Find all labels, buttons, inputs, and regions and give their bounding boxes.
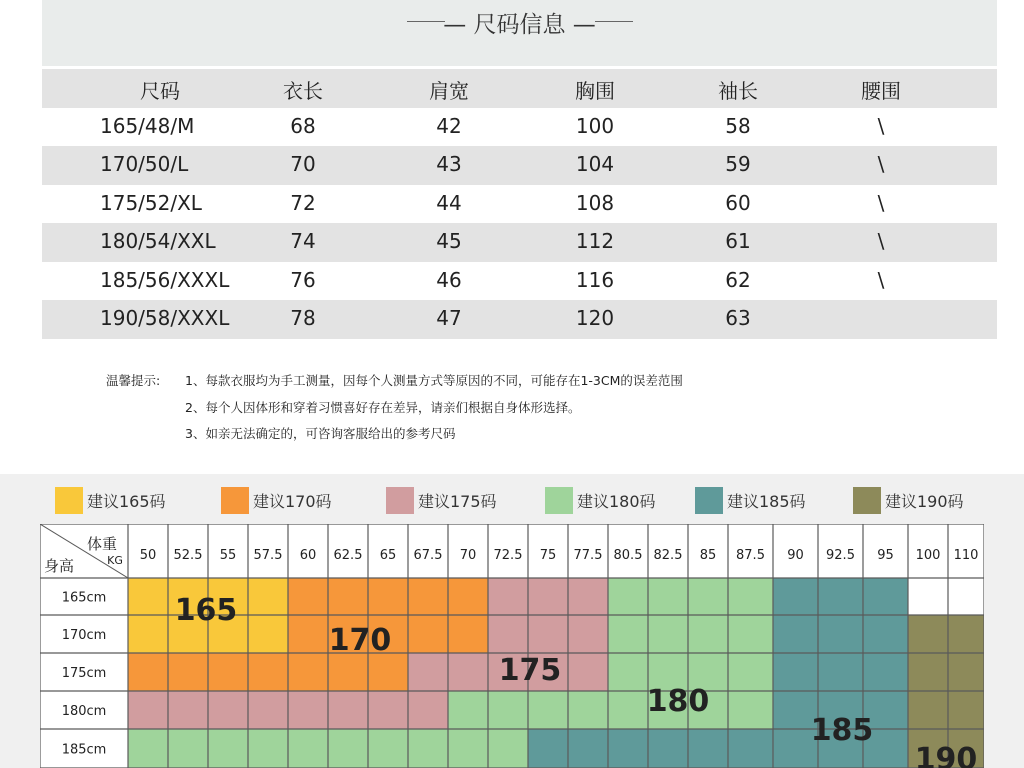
size-table-cell: 46 [436,267,462,292]
size-table-row [42,185,997,224]
weight-tick-label: 85 [699,548,717,563]
tips-label: 温馨提示: [106,373,161,388]
weight-tick-label: 77.5 [573,548,603,563]
corner-weight-label: 体重 [86,535,118,553]
legend-item [386,486,497,514]
chart-cell [248,691,288,729]
size-chart-grid [40,524,984,768]
chart-cell [488,578,528,615]
size-table-cell: 175/52/XL [100,190,202,215]
weight-tick-label: 70 [459,548,477,563]
size-table-cell: 68 [290,113,316,138]
chart-cell [908,578,948,615]
size-table-cell: 61 [725,229,751,253]
chart-cell [818,578,863,615]
chart-cell [488,691,528,729]
chart-cell [248,653,288,691]
section-header [42,0,997,66]
chart-cell [688,578,728,615]
weight-tick-label: 100 [915,548,941,563]
chart-cell [568,615,608,653]
weight-tick-label: 82.5 [653,548,683,563]
chart-cell [288,691,328,729]
weight-tick-label: 55 [219,548,237,563]
size-table-cell: 72 [290,190,316,215]
size-table-cell: 78 [290,306,316,330]
chart-cell [128,615,168,653]
size-table-cell: 58 [725,113,751,138]
legend-item [55,486,166,514]
chart-cell [648,578,688,615]
size-table-cell: 59 [725,152,751,176]
weight-tick-label: 65 [379,548,397,563]
chart-cell [128,729,168,768]
legend-label: 建议165码 [87,491,166,511]
size-table-cell: \ [877,190,885,215]
chart-cell [488,615,528,653]
legend-swatch [695,487,723,514]
chart-cell [448,653,488,691]
chart-cell [608,578,648,615]
chart-cell [608,615,648,653]
region-label: 175 [498,653,562,688]
weight-tick-label: 95 [877,548,894,563]
weight-tick-label: 60 [299,548,317,563]
legend-item [695,486,806,514]
chart-cell [948,615,984,653]
size-table-cell: 108 [575,190,615,215]
weight-tick-label: 110 [953,548,979,563]
chart-cell [528,729,568,768]
legend-label: 建议170码 [253,491,332,511]
chart-cell [448,615,488,653]
chart-cell [728,615,773,653]
chart-cell [728,653,773,691]
title-right-rule [595,21,633,22]
size-table-row [42,108,997,147]
size-table-row [42,262,997,301]
size-table-cell: \ [877,229,885,253]
region-label: 185 [810,713,874,748]
chart-cell [908,615,948,653]
chart-cell [488,729,528,768]
chart-cell [368,578,408,615]
tips-line-1: 1、每款衣服均为手工测量，因每个人测量方式等原因的不同，可能存在1-3CM的误差范围 [185,373,683,388]
chart-cell [773,615,818,653]
size-table-cell: 116 [575,267,615,292]
size-table-cell: 165/48/M [100,113,195,138]
size-table-cell: \ [877,113,885,138]
chart-cell [168,729,208,768]
size-table-cell: 120 [575,306,615,330]
chart-cell [728,578,773,615]
chart-cell [208,729,248,768]
chart-cell [408,615,448,653]
size-table-cell: 43 [436,152,462,176]
chart-cell [568,578,608,615]
chart-cell [688,615,728,653]
chart-cell [368,691,408,729]
chart-cell [328,578,368,615]
size-table-header-cell: 衣长 [283,79,323,103]
size-table-header-cell: 胸围 [575,79,615,103]
region-label: 190 [914,742,978,768]
legend-swatch [545,487,573,514]
weight-tick-label: 87.5 [736,548,765,563]
height-tick-label: 180cm [61,704,107,719]
height-tick-label: 185cm [61,742,107,758]
chart-cell [608,653,648,691]
size-table-row [42,300,997,339]
weight-tick-label: 92.5 [826,548,855,563]
section-title: — 尺码信息 — [443,12,596,38]
chart-cell [368,653,408,691]
chart-cell [408,691,448,729]
chart-cell [863,653,908,691]
chart-cell [528,615,568,653]
size-table-cell: 47 [436,306,462,330]
size-table-row [42,223,997,262]
chart-cell [168,691,208,729]
size-table-cell: 104 [575,152,615,176]
chart-cell [648,615,688,653]
size-table-cell: \ [877,152,885,176]
chart-cell [728,691,773,729]
chart-cell [863,615,908,653]
tips-line-3: 3、如亲无法确定的，可咨询客服给出的参考尺码 [185,426,456,441]
chart-cell [688,729,728,768]
chart-cell [528,578,568,615]
weight-tick-label: 67.5 [413,548,443,563]
chart-cell [648,729,688,768]
size-table-cell: \ [877,267,885,292]
weight-tick-label: 75 [539,548,557,563]
size-table-cell: 100 [575,113,615,138]
height-tick-label: 170cm [61,628,107,643]
size-table-cell: 190/58/XXXL [100,306,230,330]
chart-cell [948,653,984,691]
chart-cell [328,691,368,729]
weight-tick-label: 72.5 [493,548,523,563]
chart-cell [908,653,948,691]
weight-tick-label: 50 [139,548,157,563]
weight-tick-label: 57.5 [253,548,283,563]
chart-cell [948,578,984,615]
legend-item [545,486,656,514]
chart-cell [288,578,328,615]
size-table-cell: 70 [290,152,316,176]
legend-label: 建议180码 [577,491,656,511]
tips-line-2: 2、每个人因体形和穿着习惯喜好存在差异，请亲们根据自身体形选择。 [185,400,581,415]
chart-cell [818,653,863,691]
chart-cell [288,729,328,768]
size-table-cell: 170/50/L [100,152,189,176]
chart-cell [128,691,168,729]
chart-cell [728,729,773,768]
size-table-cell: 185/56/XXXL [100,267,230,292]
size-table-cell: 76 [290,267,316,292]
chart-cell [248,729,288,768]
region-label: 165 [174,593,238,628]
chart-cell [128,578,168,615]
chart-cell [128,653,168,691]
chart-cell [568,653,608,691]
size-table-cell: 45 [436,229,462,253]
legend-label: 建议190码 [885,491,964,511]
size-table-header-cell: 腰围 [861,79,901,103]
chart-cell [448,729,488,768]
chart-cell [568,691,608,729]
legend-swatch [853,487,881,514]
chart-cell [408,729,448,768]
chart-cell [608,729,648,768]
chart-cell [528,691,568,729]
legend-swatch [221,487,249,514]
chart-cell [208,653,248,691]
chart-cell [818,615,863,653]
chart-cell [908,691,948,729]
chart-cell [608,691,648,729]
weight-tick-label: 80.5 [613,548,643,563]
region-label: 180 [646,684,710,719]
legend-label: 建议185码 [727,491,806,511]
corner-unit-label: KG [107,554,123,567]
chart-cell [248,615,288,653]
legend-label: 建议175码 [418,491,497,511]
size-table [42,69,997,339]
corner-height-label: 身高 [44,557,75,575]
size-chart-svg [40,524,984,768]
chart-cell [773,578,818,615]
chart-cell [368,729,408,768]
chart-cell [288,615,328,653]
chart-cell [328,653,368,691]
height-tick-label: 165cm [61,590,107,606]
size-table-cell: 74 [290,229,316,253]
chart-cell [408,578,448,615]
chart-cell [248,578,288,615]
size-table-row [42,146,997,185]
weight-tick-label: 52.5 [173,548,203,563]
legend-swatch [386,487,414,514]
size-table-header [42,69,997,108]
chart-cell [773,653,818,691]
size-table-header-cell: 袖长 [718,79,758,103]
chart-cell [328,729,368,768]
size-table-cell: 63 [725,306,751,330]
size-table-cell: 44 [436,190,462,215]
chart-cell [448,691,488,729]
size-table-cell: 112 [575,229,615,253]
legend-item [221,486,332,514]
size-table-cell: 180/54/XXL [100,229,216,253]
legend-item [853,486,964,514]
size-table-cell: 60 [725,190,751,215]
height-tick-label: 175cm [61,666,107,681]
size-table-cell: 42 [436,113,462,138]
chart-cell [408,653,448,691]
weight-tick-label: 62.5 [333,548,363,563]
legend-swatch [55,487,83,514]
chart-cell [948,691,984,729]
size-table-cell: 62 [725,267,751,292]
chart-cell [168,653,208,691]
chart-cell [863,578,908,615]
size-table-header-cell: 尺码 [140,79,180,103]
size-table-header-cell: 肩宽 [429,79,469,103]
region-label: 170 [328,623,392,658]
chart-cell [448,578,488,615]
chart-cell [568,729,608,768]
weight-tick-label: 90 [787,548,804,563]
chart-cell [288,653,328,691]
chart-cell [208,691,248,729]
